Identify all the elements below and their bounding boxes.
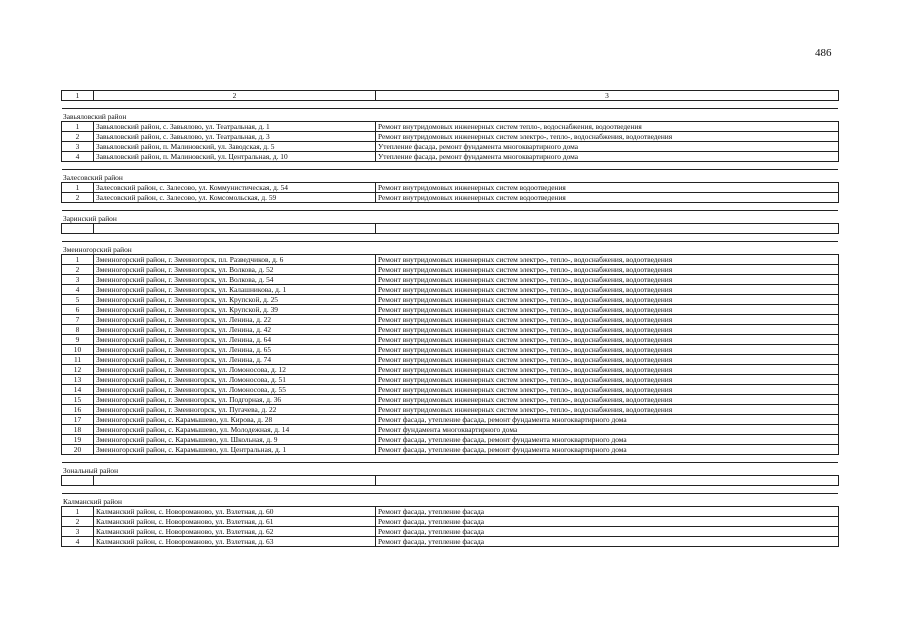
address: Змеиногорский район, г. Змеиногорск, ул. Ленина, д. 22 [94, 315, 376, 325]
district-header-row [62, 242, 839, 255]
table-row [62, 265, 839, 275]
work-type: Ремонт фасада, утепление фасада [376, 507, 839, 517]
row-number: 19 [62, 435, 94, 445]
row-number: 2 [62, 193, 94, 203]
spacer-cell [62, 203, 839, 211]
table-row [62, 445, 839, 455]
work-type: Ремонт внутридомовых инженерных систем электро-, тепло-, водоснабжения, водоотведения [376, 365, 839, 375]
table-row [62, 335, 839, 345]
repair-program-table [61, 90, 839, 547]
work-type: Ремонт внутридомовых инженерных систем тепло-, водоснабжения, водоотведения [376, 122, 839, 132]
row-number [62, 476, 94, 486]
address: Змеиногорский район, г. Змеиногорск, ул. Крупской, д. 39 [94, 305, 376, 315]
table-row [62, 385, 839, 395]
address: Змеиногорский район, г. Змеиногорск, ул. Волкова, д. 52 [94, 265, 376, 275]
address: Змеиногорский район, с. Карамышево, ул. Центральная, д. 1 [94, 445, 376, 455]
address: Змеиногорский район, г. Змеиногорск, ул. Ломоносова, д. 51 [94, 375, 376, 385]
header-col-2: 2 [94, 91, 376, 101]
work-type: Ремонт фасада, утепление фасада, ремонт фундамента многоквартирного дома [376, 445, 839, 455]
table-row [62, 275, 839, 285]
table-row [62, 476, 839, 486]
address: Змеиногорский район, г. Змеиногорск, ул. Ленина, д. 42 [94, 325, 376, 335]
address: Завьяловский район, с. Завьялово, ул. Театральная, д. 3 [94, 132, 376, 142]
row-number: 2 [62, 132, 94, 142]
work-type: Ремонт внутридомовых инженерных систем электро-, тепло-, водоснабжения, водоотведения [376, 405, 839, 415]
table-row [62, 527, 839, 537]
section-spacer [62, 234, 839, 242]
section-spacer [62, 486, 839, 494]
district-header-row [62, 170, 839, 183]
work-type: Ремонт внутридомовых инженерных систем электро-, тепло-, водоснабжения, водоотведения [376, 295, 839, 305]
work-type: Ремонт внутридомовых инженерных систем электро-, тепло-, водоснабжения, водоотведения [376, 375, 839, 385]
row-number: 1 [62, 255, 94, 265]
work-type: Ремонт внутридомовых инженерных систем водоотведения [376, 193, 839, 203]
address: Залесовский район, с. Залесово, ул. Комсомольская, д. 59 [94, 193, 376, 203]
row-number: 1 [62, 122, 94, 132]
table-row [62, 285, 839, 295]
table-row [62, 193, 839, 203]
work-type: Ремонт фундамента многоквартирного дома [376, 425, 839, 435]
work-type: Ремонт внутридомовых инженерных систем электро-, тепло-, водоснабжения, водоотведения [376, 345, 839, 355]
row-number: 20 [62, 445, 94, 455]
work-type: Ремонт фасада, утепление фасада [376, 517, 839, 527]
district-name: Зональный район [62, 463, 839, 476]
section-spacer [62, 162, 839, 170]
address [94, 224, 376, 234]
row-number [62, 224, 94, 234]
table-row [62, 295, 839, 305]
table-row [62, 517, 839, 527]
work-type: Ремонт внутридомовых инженерных систем электро-, тепло-, водоснабжения, водоотведения [376, 132, 839, 142]
table-row [62, 375, 839, 385]
address: Змеиногорский район, г. Змеиногорск, пл. Разведчиков, д. 6 [94, 255, 376, 265]
address: Завьяловский район, п. Малиновский, ул. Центральная, д. 10 [94, 152, 376, 162]
address: Змеиногорский район, г. Змеиногорск, ул. Волкова, д. 54 [94, 275, 376, 285]
row-number: 17 [62, 415, 94, 425]
table-row [62, 325, 839, 335]
header-col-1: 1 [62, 91, 94, 101]
address: Завьяловский район, п. Малиновский, ул. Заводская, д. 5 [94, 142, 376, 152]
table-row [62, 365, 839, 375]
row-number: 14 [62, 385, 94, 395]
work-type: Ремонт внутридомовых инженерных систем электро-, тепло-, водоснабжения, водоотведения [376, 265, 839, 275]
section-spacer [62, 203, 839, 211]
row-number: 8 [62, 325, 94, 335]
row-number: 13 [62, 375, 94, 385]
table-row [62, 415, 839, 425]
row-number: 9 [62, 335, 94, 345]
address: Змеиногорский район, г. Змеиногорск, ул. Ленина, д. 65 [94, 345, 376, 355]
address: Змеиногорский район, с. Карамышево, ул. Кирова, д. 28 [94, 415, 376, 425]
table-row [62, 355, 839, 365]
district-header-row [62, 211, 839, 224]
work-type: Ремонт внутридомовых инженерных систем водоотведения [376, 183, 839, 193]
row-number: 1 [62, 507, 94, 517]
work-type: Утепление фасада, ремонт фундамента многоквартирного дома [376, 142, 839, 152]
spacer-cell [62, 234, 839, 242]
table-row [62, 255, 839, 265]
spacer-cell [62, 455, 839, 463]
work-type: Ремонт внутридомовых инженерных систем электро-, тепло-, водоснабжения, водоотведения [376, 325, 839, 335]
row-number: 1 [62, 183, 94, 193]
table-row [62, 425, 839, 435]
row-number: 7 [62, 315, 94, 325]
row-number: 15 [62, 395, 94, 405]
row-number: 16 [62, 405, 94, 415]
district-header-row [62, 109, 839, 122]
table-row [62, 405, 839, 415]
table-row [62, 183, 839, 193]
district-name: Калманский район [62, 494, 839, 507]
work-type: Ремонт внутридомовых инженерных систем электро-, тепло-, водоснабжения, водоотведения [376, 385, 839, 395]
address: Залесовский район, с. Залесово, ул. Коммунистическая, д. 54 [94, 183, 376, 193]
address: Змеиногорский район, г. Змеиногорск, ул. Пугачева, д. 22 [94, 405, 376, 415]
work-type: Ремонт фасада, утепление фасада, ремонт фундамента многоквартирного дома [376, 435, 839, 445]
address: Змеиногорский район, с. Карамышево, ул. Школьная, д. 9 [94, 435, 376, 445]
address: Калманский район, с. Новороманово, ул. Взлетная, д. 62 [94, 527, 376, 537]
table-row [62, 345, 839, 355]
work-type: Ремонт внутридомовых инженерных систем электро-, тепло-, водоснабжения, водоотведения [376, 355, 839, 365]
address: Змеиногорский район, г. Змеиногорск, ул. Калашникова, д. 1 [94, 285, 376, 295]
table-row [62, 395, 839, 405]
address: Змеиногорский район, г. Змеиногорск, ул. Ленина, д. 74 [94, 355, 376, 365]
address: Змеиногорский район, г. Змеиногорск, ул. Ленина, д. 64 [94, 335, 376, 345]
row-number: 3 [62, 527, 94, 537]
work-type: Ремонт внутридомовых инженерных систем электро-, тепло-, водоснабжения, водоотведения [376, 285, 839, 295]
district-header-row [62, 463, 839, 476]
table-row [62, 152, 839, 162]
row-number: 12 [62, 365, 94, 375]
work-type: Ремонт внутридомовых инженерных систем электро-, тепло-, водоснабжения, водоотведения [376, 335, 839, 345]
row-number: 18 [62, 425, 94, 435]
section-spacer [62, 455, 839, 463]
address: Калманский район, с. Новороманово, ул. Взлетная, д. 60 [94, 507, 376, 517]
address: Змеиногорский район, г. Змеиногорск, ул. Подгорная, д. 36 [94, 395, 376, 405]
work-type: Ремонт внутридомовых инженерных систем электро-, тепло-, водоснабжения, водоотведения [376, 305, 839, 315]
row-number: 2 [62, 265, 94, 275]
table-row [62, 142, 839, 152]
table-body [62, 91, 839, 547]
address: Змеиногорский район, г. Змеиногорск, ул. Крупской, д. 25 [94, 295, 376, 305]
work-type: Ремонт фасада, утепление фасада [376, 537, 839, 547]
work-type: Ремонт внутридомовых инженерных систем электро-, тепло-, водоснабжения, водоотведения [376, 395, 839, 405]
table-row [62, 305, 839, 315]
row-number: 5 [62, 295, 94, 305]
address: Змеиногорский район, г. Змеиногорск, ул. Ломоносова, д. 55 [94, 385, 376, 395]
district-header-row [62, 494, 839, 507]
work-type [376, 224, 839, 234]
table-row [62, 224, 839, 234]
row-number: 3 [62, 142, 94, 152]
district-name: Заринский район [62, 211, 839, 224]
work-type: Утепление фасада, ремонт фундамента многоквартирного дома [376, 152, 839, 162]
address: Завьяловский район, с. Завьялово, ул. Театральная, д. 1 [94, 122, 376, 132]
spacer-cell [62, 162, 839, 170]
row-number: 4 [62, 285, 94, 295]
spacer-cell [62, 486, 839, 494]
address [94, 476, 376, 486]
work-type: Ремонт внутридомовых инженерных систем электро-, тепло-, водоснабжения, водоотведения [376, 315, 839, 325]
table-row [62, 122, 839, 132]
work-type [376, 476, 839, 486]
work-type: Ремонт внутридомовых инженерных систем электро-, тепло-, водоснабжения, водоотведения [376, 275, 839, 285]
table-row [62, 435, 839, 445]
column-number-header-row [62, 91, 839, 101]
address: Змеиногорский район, г. Змеиногорск, ул. Ломоносова, д. 12 [94, 365, 376, 375]
row-number: 10 [62, 345, 94, 355]
work-type: Ремонт фасада, утепление фасада, ремонт фундамента многоквартирного дома [376, 415, 839, 425]
row-number: 11 [62, 355, 94, 365]
row-number: 4 [62, 537, 94, 547]
address: Калманский район, с. Новороманово, ул. Взлетная, д. 63 [94, 537, 376, 547]
address: Калманский район, с. Новороманово, ул. Взлетная, д. 61 [94, 517, 376, 527]
district-name: Залесовский район [62, 170, 839, 183]
district-name: Завьяловский район [62, 109, 839, 122]
spacer-cell [62, 101, 839, 109]
row-number: 3 [62, 275, 94, 285]
page-number: 486 [815, 47, 832, 59]
table-row [62, 132, 839, 142]
address: Змеиногорский район, с. Карамышево, ул. Молодежная, д. 14 [94, 425, 376, 435]
table-row [62, 507, 839, 517]
section-spacer [62, 101, 839, 109]
row-number: 6 [62, 305, 94, 315]
work-type: Ремонт внутридомовых инженерных систем электро-, тепло-, водоснабжения, водоотведения [376, 255, 839, 265]
row-number: 2 [62, 517, 94, 527]
row-number: 4 [62, 152, 94, 162]
table-row [62, 315, 839, 325]
table-row [62, 537, 839, 547]
header-col-3: 3 [376, 91, 839, 101]
district-name: Змеиногорский район [62, 242, 839, 255]
work-type: Ремонт фасада, утепление фасада [376, 527, 839, 537]
